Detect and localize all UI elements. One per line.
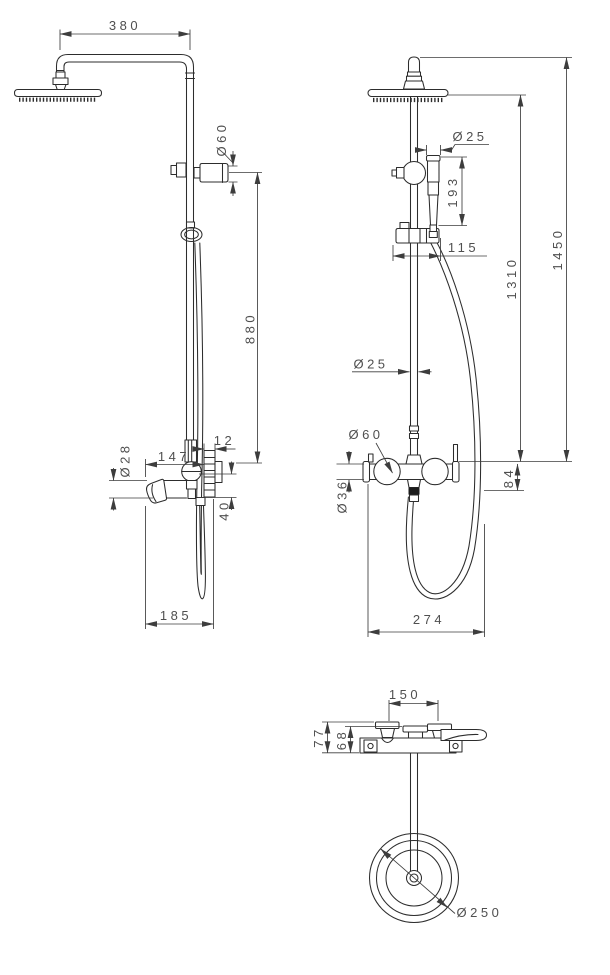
dim-label-outlet-drop: 40 [216, 499, 232, 521]
dim-label-spout-length: 147 [157, 449, 191, 464]
valve-cap-right [453, 462, 460, 483]
dim-label-body-depth: 68 [334, 728, 349, 751]
dim-label-hand-shower-dia: Ø25 [452, 129, 488, 144]
dim-label-overall-height: 1450 [550, 227, 565, 271]
dim-handle-spacing [389, 687, 438, 721]
dim-label-spout-dia: Ø28 [117, 442, 133, 478]
dim-head-drop [448, 95, 526, 462]
dim-riser-dia [352, 357, 432, 372]
hose-side-inner [200, 243, 203, 575]
dim-spout-dia [109, 442, 153, 510]
riser-pipe-top [411, 753, 418, 871]
dim-valve-body-dia [335, 451, 365, 514]
front-view [335, 57, 573, 637]
dim-overall-height [420, 58, 572, 462]
side-view [15, 18, 263, 629]
dim-label-bar-height: 880 [242, 311, 258, 345]
riser-pipe-front [411, 97, 418, 464]
dim-label-head-dia: Ø250 [456, 905, 503, 920]
valve-inlet-cone [406, 455, 422, 464]
outlet-trapezoid [408, 480, 421, 488]
top-view [311, 687, 502, 923]
dim-label-slider-knob-dia: Ø60 [214, 121, 229, 157]
dim-arm-reach [60, 18, 190, 50]
front-view-dimensions [335, 58, 573, 638]
handle-left-flange-top [376, 722, 400, 729]
dim-label-handle-dia: Ø60 [348, 427, 384, 442]
dim-label-handle-spacing: 150 [388, 687, 422, 702]
dim-label-hose-loop-width: 274 [412, 612, 446, 627]
ext-lines [337, 464, 365, 480]
pipe-joints [57, 71, 195, 79]
leader-line [452, 145, 490, 151]
head-connector [53, 72, 68, 90]
mount-plate-left [364, 740, 377, 752]
arrow-stub-lower [439, 900, 448, 908]
dim-bar-height [229, 173, 262, 464]
dim-label-valve-body-dia: Ø36 [334, 478, 350, 514]
center-knob-neck-top [409, 732, 423, 738]
side-view-dimensions [60, 18, 262, 629]
shower-head-side [15, 90, 102, 97]
diverter-knob-side [171, 163, 186, 177]
outlet-block-side [187, 481, 198, 499]
dim-label-escutcheon-depth: 12 [213, 433, 236, 448]
diverter-stub-front [392, 168, 404, 179]
dim-valve-drop [484, 464, 524, 491]
valve-handle-right [422, 458, 448, 484]
shower-head-disc [368, 90, 448, 97]
ext-lines [427, 145, 441, 155]
mount-plate-right [450, 740, 463, 752]
hand-shower-handle [429, 195, 438, 225]
side-view-fixture [15, 55, 229, 599]
diverter-lever-right [454, 445, 458, 462]
dim-label-hand-shower-length: 193 [445, 175, 460, 208]
hand-shower-body [428, 182, 439, 195]
outlet-hose-nut [410, 495, 419, 502]
dim-overall-depth [146, 499, 214, 629]
center-knob-flange-top [403, 726, 428, 732]
valve-cap-left [363, 462, 370, 483]
spout-tip [146, 479, 166, 503]
dim-escutcheon-depth [194, 433, 236, 451]
shower-arm-inner [64, 62, 187, 462]
dim-label-head-drop: 1310 [504, 256, 519, 300]
hand-shower-cap [427, 156, 441, 162]
dim-hand-shower-dia [416, 129, 490, 155]
hose-nut-side [196, 498, 205, 506]
dim-label-valve-drop: 84 [501, 466, 516, 489]
wall-stub-side [215, 462, 222, 483]
top-view-dimensions [311, 687, 502, 920]
dim-label-total-depth: 77 [311, 726, 326, 748]
handle-left-neck-top [381, 729, 395, 738]
valve-tab-left [369, 454, 374, 462]
diverter-knob-front [403, 162, 426, 185]
dim-label-holder-offset: 115 [447, 240, 480, 255]
slider-tab-front [400, 223, 409, 229]
dim-slider-knob-dia [214, 121, 238, 196]
dim-hose-loop-width [368, 484, 485, 637]
head-cone [404, 81, 425, 89]
outlet-dark-band [409, 488, 420, 496]
dim-label-overall-depth: 185 [159, 608, 193, 623]
pipe-top-stub [409, 57, 420, 72]
pipe-top-bands [407, 72, 422, 81]
hose-front-inner [412, 241, 475, 594]
ext-lines [229, 166, 238, 182]
top-view-fixture [360, 722, 487, 923]
dim-label-arm-reach: 380 [108, 18, 142, 33]
hand-shower-fitting [429, 225, 437, 238]
shower-arm-outer [57, 55, 194, 463]
dim-hand-shower-length [439, 157, 468, 226]
dim-label-riser-dia: Ø25 [353, 356, 389, 372]
